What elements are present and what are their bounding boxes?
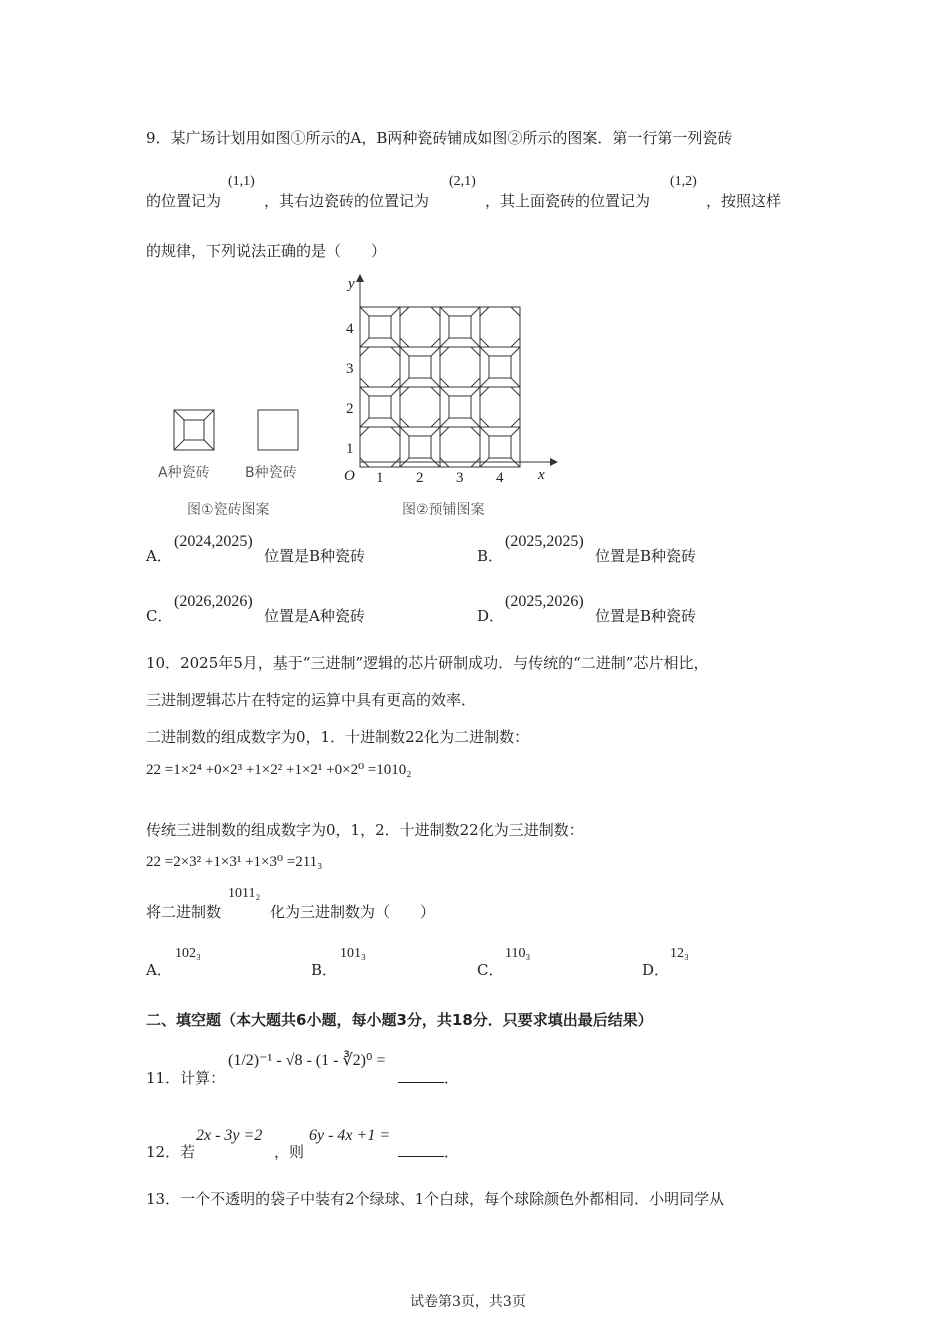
q9-option-d-text: 位置是B种瓷砖 <box>595 607 697 625</box>
figure2-grid <box>330 272 560 522</box>
tile-a <box>400 347 440 387</box>
q9-option-a-letter: A． <box>146 547 172 565</box>
q9-option-d-coord: (2025,2026) <box>505 593 584 610</box>
q10-line2: 三进制逻辑芯片在特定的运算中具有更高的效率． <box>146 691 477 709</box>
q12-mid: ，则 <box>274 1143 305 1161</box>
x-tick-label: 3 <box>456 470 464 486</box>
tile-b <box>440 427 480 467</box>
q9-line1: 9．某广场计划用如图①所示的A，B两种瓷砖铺成如图②所示的图案．第一行第一列瓷砖 <box>146 129 733 147</box>
q9-coord3: (1,2) <box>670 174 697 189</box>
q10-option-d-letter: D． <box>642 961 670 979</box>
q10-option-b-letter: B． <box>311 961 338 979</box>
q10-option-d-value: 12₃ <box>670 946 689 961</box>
q9-line2a: 的位置记为 <box>146 192 222 210</box>
y-tick-label: 4 <box>346 321 354 337</box>
tile-a-label: A种瓷砖 <box>158 465 210 481</box>
q10-option-c-letter: C． <box>477 961 504 979</box>
tile-a <box>480 427 520 467</box>
q11-answer-blank[interactable]: ． <box>398 1068 459 1088</box>
figure2-caption: 图②预铺图案 <box>402 502 485 518</box>
q10-formula2: 22 =2×3² +1×3¹ +1×3⁰ =211₃ <box>146 854 323 870</box>
tile-a <box>360 387 400 427</box>
figure1-tiles <box>150 400 330 525</box>
q11-prefix: 11．计算： <box>146 1069 226 1087</box>
q10-line5a: 将二进制数 <box>146 903 222 921</box>
y-axis-label: y <box>348 276 355 292</box>
q9-option-a-text: 位置是B种瓷砖 <box>264 547 366 565</box>
q9-option-c-letter: C． <box>146 607 173 625</box>
q12-answer-blank[interactable]: ． <box>398 1142 459 1162</box>
y-tick-label: 1 <box>346 441 354 457</box>
x-axis-arrow-icon <box>550 458 558 466</box>
q9-option-d-letter: D． <box>477 607 505 625</box>
q13-line1: 13．一个不透明的袋子中装有2个绿球、1个白球，每个球除颜色外都相同．小明同学从 <box>146 1190 725 1208</box>
x-tick-label: 1 <box>376 470 384 486</box>
q10-option-b-value: 101₃ <box>340 946 366 961</box>
origin-label: O <box>344 468 355 484</box>
tile-b <box>360 347 400 387</box>
tile-b <box>480 307 520 347</box>
q9-line2d: ，按照这样 <box>706 192 782 210</box>
figure1-caption: 图①瓷砖图案 <box>187 502 270 518</box>
q9-line3: 的规律，下列说法正确的是（ ） <box>146 242 387 260</box>
q12-prefix: 12．若 <box>146 1143 196 1161</box>
q9-option-c-coord: (2026,2026) <box>174 593 253 610</box>
q10-line1: 10．2025年5月，基于“三进制”逻辑的芯片研制成功．与传统的“二进制”芯片相比， <box>146 654 709 672</box>
q10-option-a-value: 102₃ <box>175 946 201 961</box>
q10-line4: 传统三进制数的组成数字为0，1，2．十进制数22化为三进制数： <box>146 821 584 839</box>
x-tick-label: 2 <box>416 470 424 486</box>
q9-option-a-coord: (2024,2025) <box>174 533 253 550</box>
q10-line5b: 化为三进制数为（ ） <box>270 903 436 921</box>
q9-option-c-text: 位置是A种瓷砖 <box>264 607 365 625</box>
q12-condition: 2x - 3y =2 <box>196 1127 263 1144</box>
q10-option-a-letter: A． <box>146 961 172 979</box>
q10-num: 1011₂ <box>228 886 261 901</box>
section2-heading: 二、填空题（本大题共6小题，每小题3分，共18分．只要求填出最后结果） <box>146 1011 653 1029</box>
tile-a <box>480 347 520 387</box>
tile-b <box>360 427 400 467</box>
tile-a-icon <box>174 410 214 450</box>
q11-expr: (1/2)⁻¹ - √8 - (1 - ∛2)⁰ = <box>228 1052 386 1069</box>
x-axis-label: x <box>538 467 545 483</box>
tile-a <box>440 307 480 347</box>
tile-b <box>400 387 440 427</box>
x-tick-label: 4 <box>496 470 504 486</box>
q10-line3: 二进制数的组成数字为0，1．十进制数22化为二进制数： <box>146 728 530 746</box>
tile-b-label: B种瓷砖 <box>245 465 297 481</box>
tile-a <box>400 427 440 467</box>
tile-b <box>440 347 480 387</box>
y-tick-label: 2 <box>346 401 354 417</box>
q12-expr: 6y - 4x +1 = <box>309 1127 391 1144</box>
q10-formula1: 22 =1×2⁴ +0×2³ +1×2² +1×2¹ +0×2⁰ =1010₂ <box>146 762 412 778</box>
q9-option-b-coord: (2025,2025) <box>505 533 584 550</box>
q9-coord1: (1,1) <box>228 174 255 189</box>
tile-b <box>480 387 520 427</box>
q9-line2c: ，其上面瓷砖的位置记为 <box>485 192 651 210</box>
tile-b <box>400 307 440 347</box>
tile-a <box>440 387 480 427</box>
q9-option-b-letter: B． <box>477 547 504 565</box>
y-tick-label: 3 <box>346 361 354 377</box>
tile-a <box>360 307 400 347</box>
q9-coord2: (2,1) <box>449 174 476 189</box>
q9-option-b-text: 位置是B种瓷砖 <box>595 547 697 565</box>
tile-b-icon <box>258 410 298 450</box>
y-axis-arrow-icon <box>356 274 364 282</box>
q10-option-c-value: 110₃ <box>505 946 531 961</box>
q9-line2b: ，其右边瓷砖的位置记为 <box>264 192 430 210</box>
page-footer: 试卷第3页，共3页 <box>410 1294 526 1310</box>
